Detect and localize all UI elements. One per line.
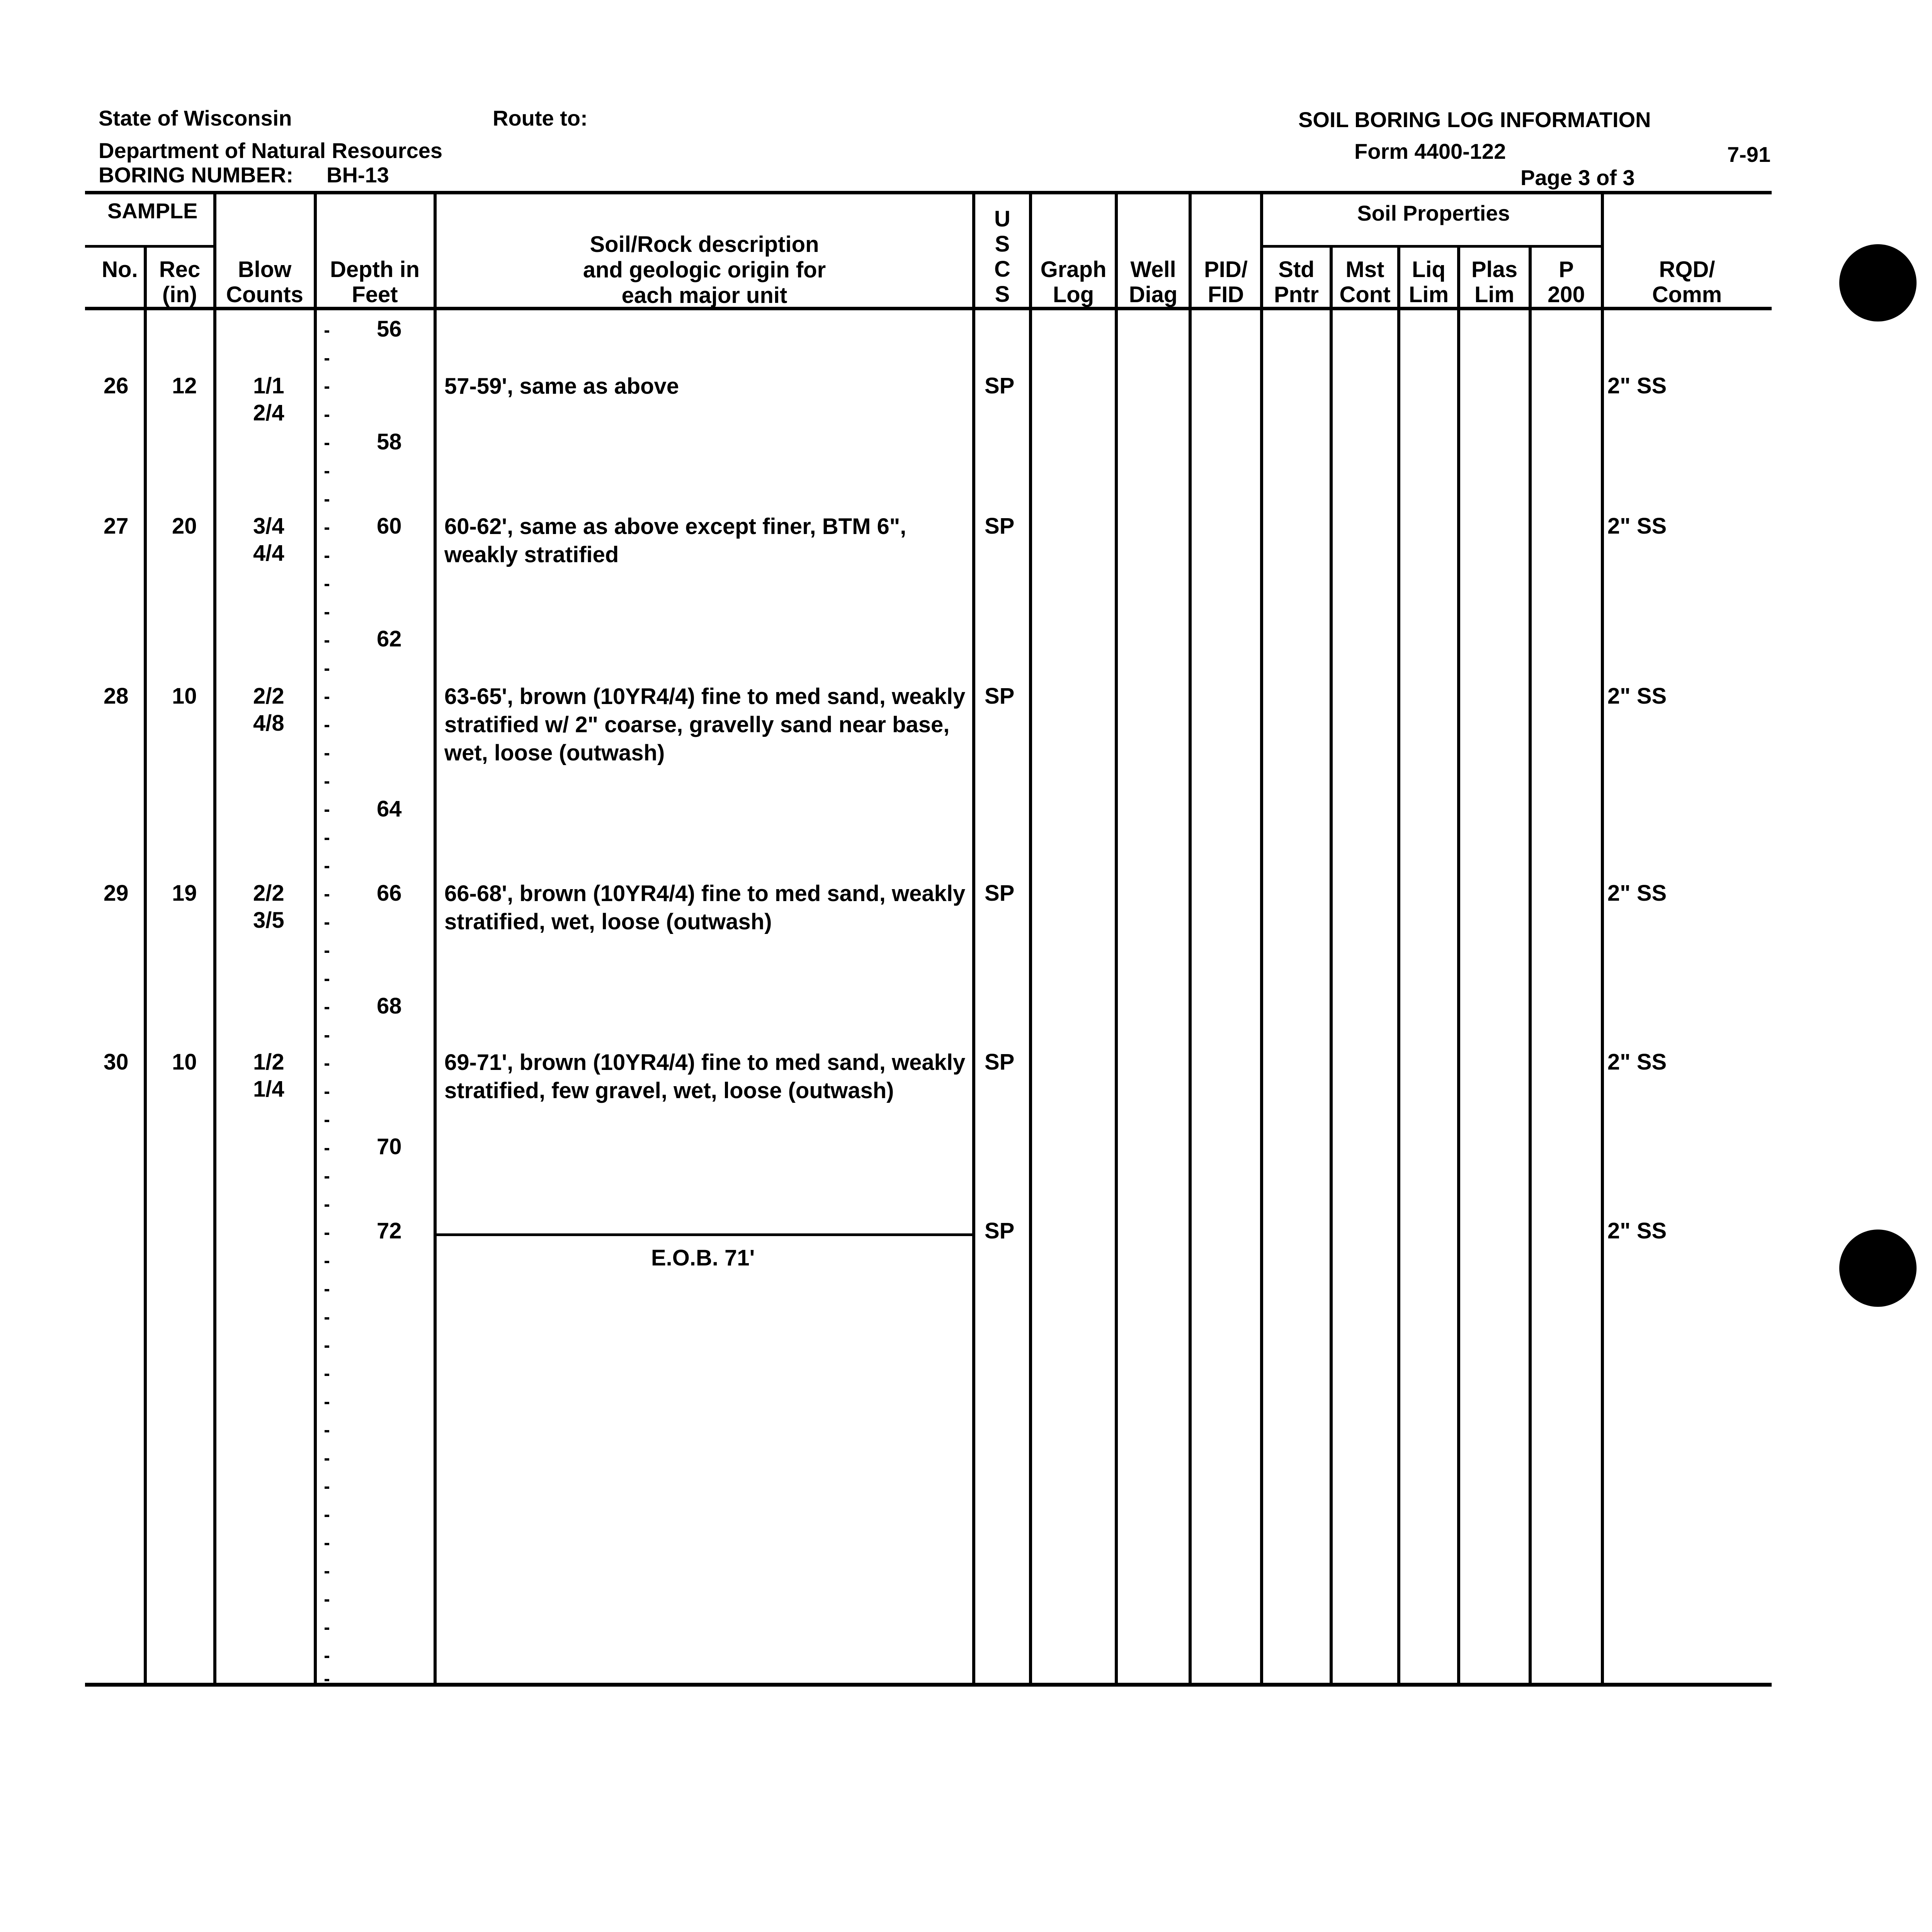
rqd-comment: 2" SS — [1607, 373, 1667, 398]
depth-label-56: 56 — [377, 316, 402, 342]
soil-description — [444, 682, 965, 767]
depth-tick — [325, 1007, 329, 1009]
depth-tick — [325, 1458, 329, 1461]
depth-tick — [325, 330, 329, 333]
blow-count-2: 1/4 — [253, 1077, 284, 1102]
col-divider-pid — [1189, 191, 1192, 1684]
col-header-desc-line2: and geologic origin for — [583, 257, 826, 283]
sample-rec: 20 — [172, 514, 197, 539]
col-header-liq-lim — [1400, 257, 1457, 308]
table-bottom-border — [85, 1683, 1772, 1687]
boring-number-label: BORING NUMBER: — [99, 163, 293, 187]
blow-count-1: 1/1 — [253, 373, 284, 398]
end-of-boring-label: E.O.B. 71' — [651, 1245, 755, 1270]
table-top-border — [85, 191, 1772, 194]
depth-tick — [325, 1543, 329, 1545]
depth-tick — [325, 386, 329, 389]
uscs-code: SP — [985, 1049, 1015, 1075]
col-header-well: Well — [1130, 257, 1176, 282]
punch-hole — [1839, 244, 1917, 321]
depth-tick — [325, 894, 329, 896]
depth-tick — [325, 415, 329, 417]
col-header-well-diag — [1118, 257, 1189, 308]
col-header-rec-label: Rec — [159, 257, 201, 282]
col-header-counts: Counts — [226, 282, 303, 307]
blow-count-1: 3/4 — [253, 514, 284, 539]
depth-tick — [325, 1402, 329, 1404]
col-header-graph: Graph — [1040, 257, 1107, 282]
depth-tick — [325, 1486, 329, 1489]
col-header-uscs-u: U — [994, 206, 1010, 231]
sample-group-header: SAMPLE — [107, 199, 198, 223]
soil-description-line: 63-65', brown (10YR4/4) fine to med sand, weakly — [444, 684, 966, 709]
depth-label-66: 66 — [377, 881, 402, 906]
depth-tick — [325, 781, 329, 784]
depth-tick — [325, 951, 329, 953]
col-header-plas: Plas — [1471, 257, 1518, 282]
depth-tick — [325, 1176, 329, 1179]
col-divider-std — [1260, 191, 1263, 1684]
col-header-p: P — [1559, 257, 1574, 282]
blow-count-2: 4/8 — [253, 711, 284, 736]
col-divider-desc — [434, 191, 437, 1684]
depth-tick — [325, 1092, 329, 1094]
depth-tick — [325, 1628, 329, 1630]
depth-label-58: 58 — [377, 429, 402, 454]
depth-tick — [325, 866, 329, 868]
depth-tick — [325, 584, 329, 586]
soil-description — [444, 372, 679, 400]
depth-tick — [325, 1345, 329, 1348]
col-divider-uscs — [972, 191, 975, 1684]
uscs-code: SP — [985, 373, 1015, 398]
col-header-desc-line3: each major unit — [621, 283, 787, 308]
soil-properties-header: Soil Properties — [1357, 201, 1510, 225]
depth-tick — [325, 556, 329, 558]
col-header-blow: Blow — [238, 257, 292, 282]
depth-tick — [325, 1656, 329, 1658]
blow-count-1: 2/2 — [253, 684, 284, 709]
sample-rec: 10 — [172, 1049, 197, 1075]
col-header-log: Log — [1053, 282, 1094, 307]
depth-tick — [325, 979, 329, 981]
col-divider-p200 — [1529, 245, 1532, 1684]
boring-number-value: BH-13 — [327, 163, 389, 187]
soil-description-line: 57-59', same as above — [444, 374, 679, 399]
col-header-std: Std — [1278, 257, 1315, 282]
col-header-pntr: Pntr — [1274, 282, 1319, 307]
col-header-p200 — [1532, 257, 1601, 308]
depth-tick — [325, 1515, 329, 1517]
soil-description-line: 66-68', brown (10YR4/4) fine to med sand, weakly — [444, 881, 966, 906]
soil-description-line: weakly stratified — [444, 542, 619, 567]
soil-description — [444, 1048, 965, 1105]
blow-count-2: 2/4 — [253, 400, 284, 425]
col-divider-rqd — [1601, 191, 1604, 1684]
blow-count-1: 1/2 — [253, 1049, 284, 1075]
depth-tick — [325, 443, 329, 445]
end-of-boring-line — [437, 1233, 972, 1236]
form-title: SOIL BORING LOG INFORMATION — [1298, 107, 1651, 132]
col-header-liq-lim-label: Lim — [1408, 282, 1449, 307]
col-header-desc-line1: Soil/Rock description — [590, 232, 819, 257]
soil-props-header-divider — [1262, 245, 1602, 248]
depth-tick — [325, 358, 329, 361]
soil-description-line: stratified, wet, loose (outwash) — [444, 909, 772, 934]
rqd-comment: 2" SS — [1607, 684, 1667, 709]
depth-tick — [325, 810, 329, 812]
col-header-uscs — [975, 207, 1029, 307]
sample-rec: 12 — [172, 373, 197, 398]
col-divider-mst — [1330, 245, 1333, 1684]
col-header-mst-cont — [1333, 257, 1397, 308]
state-label: State of Wisconsin — [99, 106, 292, 130]
depth-tick — [325, 1204, 329, 1207]
depth-tick — [325, 1599, 329, 1602]
depth-tick — [325, 753, 329, 755]
depth-label-70: 70 — [377, 1134, 402, 1159]
col-header-plas-lim-label: Lim — [1474, 282, 1515, 307]
blow-count-1: 2/2 — [253, 881, 284, 906]
uscs-code: SP — [985, 881, 1015, 906]
col-divider-graph — [1029, 191, 1032, 1684]
rqd-comment: 2" SS — [1607, 514, 1667, 539]
col-header-depth-line2: Feet — [352, 282, 398, 307]
depth-tick — [325, 1317, 329, 1320]
col-header-uscs-s1: S — [995, 231, 1010, 257]
col-header-description — [437, 232, 972, 308]
sample-header-divider — [85, 245, 216, 248]
soil-description — [444, 879, 965, 936]
rqd-comment: 2" SS — [1607, 1049, 1667, 1075]
depth-tick — [325, 668, 329, 671]
depth-label-64: 64 — [377, 796, 402, 821]
punch-hole — [1839, 1230, 1917, 1307]
col-header-rec — [147, 257, 213, 308]
rqd-comment: 2" SS — [1607, 881, 1667, 906]
sample-no: 27 — [104, 514, 129, 539]
department-label: Department of Natural Resources — [99, 138, 443, 163]
col-divider-rec — [144, 245, 147, 1684]
depth-tick — [325, 612, 329, 614]
depth-tick — [325, 471, 329, 473]
depth-label-60: 60 — [377, 514, 402, 539]
depth-tick — [325, 922, 329, 925]
sample-no: 30 — [104, 1049, 129, 1075]
sample-no: 29 — [104, 881, 129, 906]
depth-tick — [325, 1374, 329, 1376]
depth-tick — [325, 1571, 329, 1573]
form-number: Form 4400-122 — [1354, 139, 1506, 163]
depth-tick — [325, 499, 329, 502]
col-divider-liq — [1397, 245, 1400, 1684]
blow-count-2: 4/4 — [253, 541, 284, 566]
col-header-rec-unit: (in) — [162, 282, 197, 307]
rqd-comment: 2" SS — [1607, 1218, 1667, 1243]
uscs-code: SP — [985, 514, 1015, 539]
depth-tick — [325, 1261, 329, 1263]
col-header-depth — [317, 257, 433, 308]
col-header-comm: Comm — [1652, 282, 1722, 307]
col-header-blow-counts — [216, 257, 313, 308]
depth-tick — [325, 1289, 329, 1291]
page-indicator: Page 3 of 3 — [1520, 165, 1635, 190]
col-header-mst: Mst — [1345, 257, 1384, 282]
depth-tick — [325, 1035, 329, 1037]
depth-tick — [325, 697, 329, 699]
depth-tick — [325, 1430, 329, 1432]
soil-description-line: 60-62', same as above except finer, BTM 6", — [444, 514, 906, 539]
col-header-liq: Liq — [1412, 257, 1446, 282]
depth-label-68: 68 — [377, 993, 402, 1019]
depth-tick — [325, 1233, 329, 1235]
col-divider-blow — [213, 191, 216, 1684]
depth-label-62: 62 — [377, 626, 402, 651]
sample-rec: 10 — [172, 684, 197, 709]
uscs-code: SP — [985, 684, 1015, 709]
col-header-uscs-c: C — [994, 256, 1010, 282]
depth-tick — [325, 1148, 329, 1150]
col-header-plas-lim — [1460, 257, 1529, 308]
depth-tick — [325, 1679, 329, 1681]
col-header-rqd: RQD/ — [1659, 257, 1715, 282]
route-to-label: Route to: — [493, 106, 588, 130]
soil-description — [444, 512, 906, 569]
col-header-fid: FID — [1208, 282, 1244, 307]
depth-tick — [325, 640, 329, 643]
col-header-diag: Diag — [1129, 282, 1178, 307]
sample-no: 28 — [104, 684, 129, 709]
depth-tick — [325, 527, 329, 530]
blow-count-2: 3/5 — [253, 908, 284, 933]
sample-no: 26 — [104, 373, 129, 398]
soil-description-line: stratified w/ 2" coarse, gravelly sand near base, — [444, 712, 950, 737]
col-header-pid: PID/ — [1204, 257, 1248, 282]
soil-description-line: 69-71', brown (10YR4/4) fine to med sand, weakly — [444, 1050, 966, 1075]
col-divider-depth — [314, 191, 317, 1684]
col-header-graph-log — [1032, 257, 1115, 308]
form-revision: 7-91 — [1727, 142, 1771, 167]
col-header-no: No. — [102, 257, 138, 282]
soil-description-line: stratified, few gravel, wet, loose (outwash) — [444, 1078, 894, 1103]
soil-description-line: wet, loose (outwash) — [444, 740, 665, 765]
col-divider-plas — [1457, 245, 1460, 1684]
col-header-std-pntr — [1263, 257, 1330, 308]
col-header-rqd-comm — [1604, 257, 1770, 308]
depth-tick — [325, 1120, 329, 1122]
col-header-200: 200 — [1548, 282, 1585, 307]
depth-tick — [325, 838, 329, 840]
depth-tick — [325, 725, 329, 727]
col-header-pid-fid — [1192, 257, 1260, 308]
col-header-cont: Cont — [1339, 282, 1391, 307]
depth-tick — [325, 1063, 329, 1066]
sample-rec: 19 — [172, 881, 197, 906]
col-header-depth-line1: Depth in — [330, 257, 420, 282]
col-divider-well — [1115, 191, 1118, 1684]
depth-label-72: 72 — [377, 1218, 402, 1243]
col-header-uscs-s2: S — [995, 281, 1010, 307]
uscs-code: SP — [985, 1218, 1015, 1243]
